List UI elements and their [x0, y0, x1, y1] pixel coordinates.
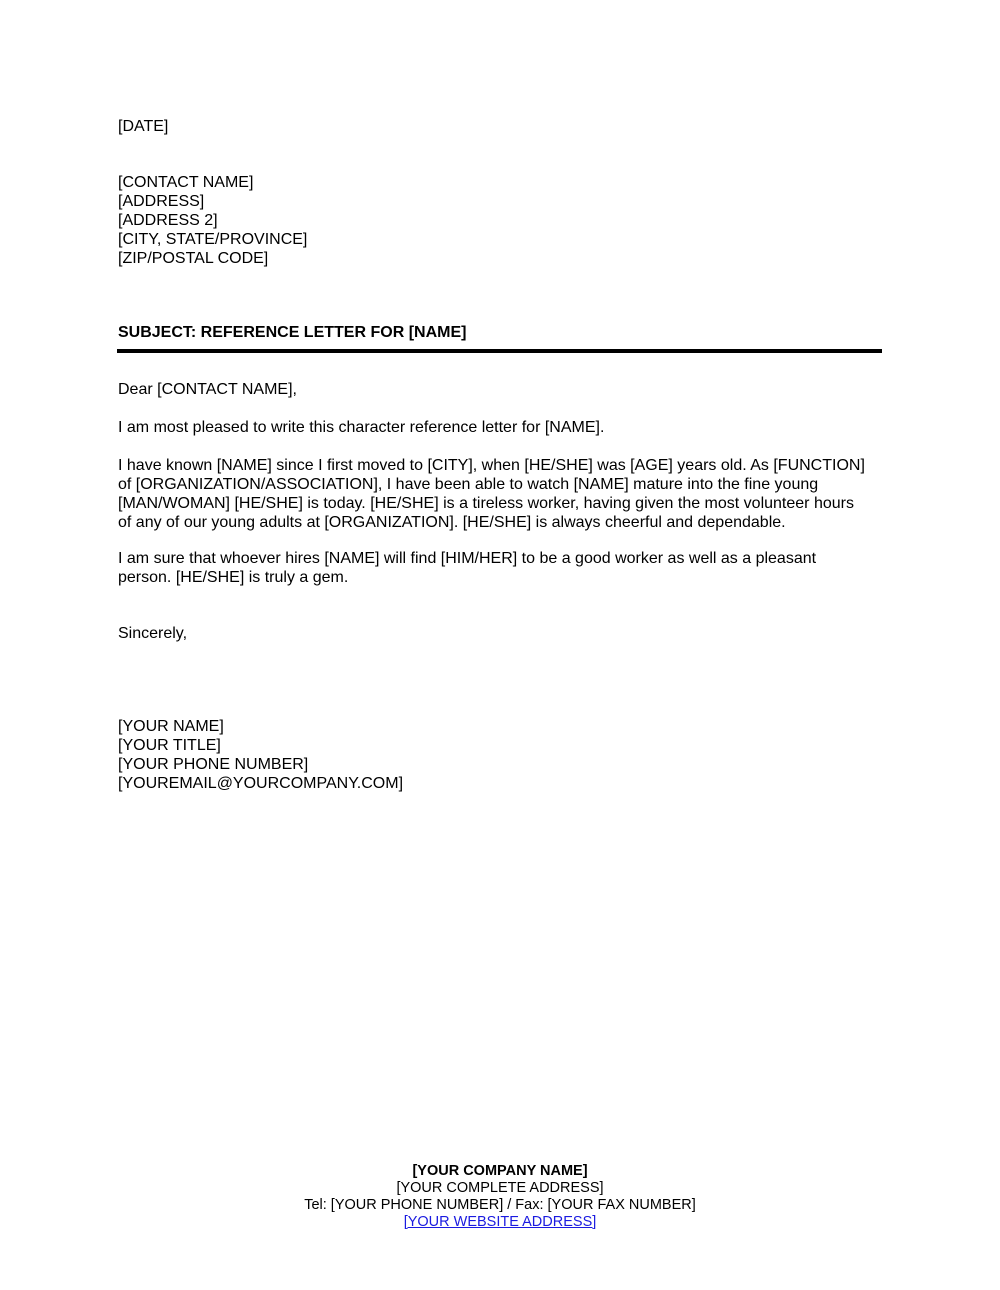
letter-date: [118, 117, 888, 136]
signature-email: [YOUREMAIL@YOURCOMPANY.COM]: [118, 775, 404, 792]
recipient-address-2: [ADDRESS 2]: [118, 212, 218, 229]
signature-block: [118, 717, 888, 793]
recipient-city-state: [CITY, STATE/PROVINCE]: [118, 231, 308, 248]
footer-contact: Tel: [YOUR PHONE NUMBER] / Fax: [YOUR FAX NUMBER]: [304, 1197, 696, 1213]
subject-divider: [117, 349, 882, 353]
paragraph-line: I have known [NAME] since I first moved to [CITY], when [HE/SHE] was [AGE] years old. As [FUNCTION]: [118, 457, 865, 474]
footer-website-link[interactable]: [YOUR WEBSITE ADDRESS]: [403, 1214, 597, 1230]
closing-text: Sincerely,: [118, 625, 188, 642]
paragraph-line: I am most pleased to write this character reference letter for [NAME].: [118, 419, 605, 436]
signature-phone: [YOUR PHONE NUMBER]: [118, 756, 309, 773]
signature-name: [YOUR NAME]: [118, 718, 224, 735]
paragraph-line: of any of our young adults at [ORGANIZATION]. [HE/SHE] is always cheerful and dependable.: [118, 514, 786, 531]
date-text: [DATE]: [118, 118, 169, 135]
recipient-address-block: [118, 173, 888, 268]
recipient-address: [ADDRESS]: [118, 193, 205, 210]
signature-title: [YOUR TITLE]: [118, 737, 221, 754]
body-paragraph-3: [118, 549, 888, 587]
recipient-name: [CONTACT NAME]: [118, 174, 254, 191]
letterhead-footer: [0, 1163, 1000, 1231]
subject-text: SUBJECT: REFERENCE LETTER FOR [NAME]: [118, 324, 467, 341]
paragraph-line: [MAN/WOMAN] [HE/SHE] is today. [HE/SHE] is a tireless worker, having given the most volunteer hours: [118, 495, 854, 512]
body-paragraph-2: [118, 456, 888, 532]
paragraph-line: of [ORGANIZATION/ASSOCIATION], I have been able to watch [NAME] mature into the fine young: [118, 476, 819, 493]
closing: [118, 624, 888, 643]
subject-line: [118, 323, 888, 342]
paragraph-line: I am sure that whoever hires [NAME] will find [HIM/HER] to be a good worker as well as a pleasant: [118, 550, 817, 567]
recipient-zip: [ZIP/POSTAL CODE]: [118, 250, 269, 267]
salutation-text: Dear [CONTACT NAME],: [118, 381, 297, 398]
salutation: [118, 380, 888, 399]
paragraph-line: person. [HE/SHE] is truly a gem.: [118, 569, 349, 586]
footer-company-name: [YOUR COMPANY NAME]: [412, 1163, 588, 1179]
footer-address: [YOUR COMPLETE ADDRESS]: [396, 1180, 604, 1196]
body-paragraph-1: [118, 418, 888, 437]
